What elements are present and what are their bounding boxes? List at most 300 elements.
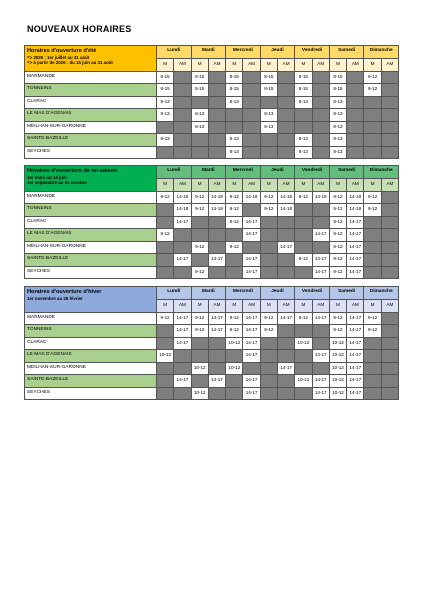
- hours-cell: [191, 337, 208, 350]
- hours-cell: 9-12: [329, 312, 346, 325]
- hours-cell: [260, 134, 277, 147]
- hours-cell: [295, 266, 312, 279]
- slot-header: M: [364, 299, 381, 312]
- hours-cell: [295, 325, 312, 338]
- hours-cell: [157, 337, 174, 350]
- town-name: LE MAS D'AGENAIS: [25, 109, 157, 122]
- table-row: [25, 121, 399, 134]
- hours-cell: 10-12: [329, 387, 346, 400]
- hours-cell: 9-12: [226, 325, 243, 338]
- hours-cell: [347, 71, 364, 84]
- day-header: Vendredi: [295, 46, 330, 59]
- slot-header: AM: [243, 178, 260, 191]
- hours-cell: 9-12: [260, 312, 277, 325]
- hours-cell: 14-17: [243, 375, 260, 388]
- hours-cell: [295, 362, 312, 375]
- hours-cell: 14-17: [312, 312, 329, 325]
- slot-header: AM: [208, 58, 225, 71]
- hours-cell: [243, 84, 260, 97]
- hours-cell: 14-18: [243, 191, 260, 204]
- table-header-ete: [25, 46, 157, 72]
- hours-cell: [226, 121, 243, 134]
- slot-header: AM: [347, 58, 364, 71]
- hours-cell: [277, 109, 294, 122]
- hours-cell: [295, 109, 312, 122]
- table-row: [25, 191, 399, 204]
- hours-cell: 8-13: [329, 96, 346, 109]
- hours-cell: 8-13: [260, 109, 277, 122]
- hours-cell: [157, 216, 174, 229]
- day-header: Samedi: [329, 287, 364, 300]
- hours-cell: [208, 266, 225, 279]
- hours-cell: 8-13: [226, 146, 243, 159]
- hours-cell: [364, 109, 381, 122]
- slot-header: M: [329, 299, 346, 312]
- hours-cell: 8-15: [295, 84, 312, 97]
- table-row: [25, 312, 399, 325]
- slot-header: M: [226, 178, 243, 191]
- hours-cell: 8-15: [191, 84, 208, 97]
- hours-cell: [295, 229, 312, 242]
- hours-cell: [243, 134, 260, 147]
- hours-cell: 14-17: [243, 266, 260, 279]
- town-name: CLARAC: [25, 96, 157, 109]
- hours-cell: 14-17: [277, 362, 294, 375]
- hours-cell: [243, 121, 260, 134]
- hours-cell: 9-12: [191, 204, 208, 217]
- slot-header: M: [157, 178, 174, 191]
- hours-cell: 8-15: [157, 84, 174, 97]
- day-header: Vendredi: [295, 166, 330, 179]
- hours-cell: [295, 241, 312, 254]
- hours-cell: [174, 134, 191, 147]
- hours-cell: [260, 337, 277, 350]
- hours-cell: [191, 229, 208, 242]
- town-name: CLARAC: [25, 216, 157, 229]
- hours-cell: 14-17: [243, 216, 260, 229]
- day-header: Vendredi: [295, 287, 330, 300]
- period-line: 1er mars au 14 juin: [27, 174, 67, 180]
- slot-header: M: [295, 299, 312, 312]
- hours-cell: 10-12: [191, 362, 208, 375]
- slot-header: M: [364, 178, 381, 191]
- hours-cell: [381, 191, 398, 204]
- hours-cell: 14-17: [347, 254, 364, 267]
- hours-cell: 8-15: [295, 71, 312, 84]
- town-name: MEILHAN-SUR-GARONNE: [25, 362, 157, 375]
- hours-cell: 14-17: [243, 350, 260, 363]
- hours-cell: 14-17: [174, 337, 191, 350]
- table-row: [25, 134, 399, 147]
- hours-cell: 9-12: [191, 241, 208, 254]
- period-line: => 2025 : 1er juillet au 31 août: [27, 54, 90, 60]
- hours-cell: [277, 84, 294, 97]
- hours-cell: [260, 362, 277, 375]
- hours-cell: [381, 375, 398, 388]
- hours-cell: [260, 146, 277, 159]
- town-name: TONNEINS: [25, 325, 157, 338]
- hours-cell: 14-17: [347, 387, 364, 400]
- page-title: NOUVEAUX HORAIRES: [27, 24, 132, 34]
- hours-cell: [174, 387, 191, 400]
- hours-cell: [208, 387, 225, 400]
- hours-cell: [277, 146, 294, 159]
- day-header: Mardi: [191, 166, 226, 179]
- slot-header: AM: [277, 299, 294, 312]
- table-title: Horaires d'ouverture d'hiver: [27, 288, 102, 295]
- hours-cell: [381, 241, 398, 254]
- hours-cell: 9-12: [329, 204, 346, 217]
- hours-cell: [191, 216, 208, 229]
- table-title: Horaires d'ouverture d'été: [27, 47, 97, 54]
- hours-cell: [157, 204, 174, 217]
- hours-cell: [381, 325, 398, 338]
- hours-cell: [295, 121, 312, 134]
- slot-header: M: [157, 299, 174, 312]
- town-name: LE MAS D'AGENAIS: [25, 229, 157, 242]
- hours-cell: [226, 266, 243, 279]
- hours-cell: [347, 96, 364, 109]
- day-header: Samedi: [329, 166, 364, 179]
- slot-header: AM: [381, 299, 398, 312]
- hours-cell: [260, 229, 277, 242]
- hours-cell: 8-13: [329, 134, 346, 147]
- table-row: [25, 266, 399, 279]
- hours-cell: [277, 375, 294, 388]
- hours-cell: [226, 387, 243, 400]
- hours-cell: 14-17: [208, 254, 225, 267]
- hours-cell: [260, 375, 277, 388]
- hours-cell: [226, 109, 243, 122]
- hours-cell: [174, 229, 191, 242]
- hours-cell: 14-18: [208, 191, 225, 204]
- town-name: SEYCHES: [25, 387, 157, 400]
- day-header: Dimanche: [364, 166, 399, 179]
- hours-cell: 8-15: [157, 71, 174, 84]
- hours-cell: [381, 96, 398, 109]
- hours-cell: 9-12: [329, 254, 346, 267]
- hours-cell: 9-12: [260, 204, 277, 217]
- hours-cell: [312, 121, 329, 134]
- hours-cell: [364, 121, 381, 134]
- hours-cell: [191, 254, 208, 267]
- slot-header: AM: [312, 58, 329, 71]
- hours-cell: [208, 216, 225, 229]
- hours-cell: [260, 216, 277, 229]
- hours-cell: 14-18: [277, 204, 294, 217]
- hours-cell: [174, 96, 191, 109]
- hours-cell: [157, 375, 174, 388]
- hours-cell: 14-17: [243, 387, 260, 400]
- hours-cell: 14-17: [243, 325, 260, 338]
- hours-cell: 14-17: [208, 325, 225, 338]
- hours-cell: [208, 121, 225, 134]
- hours-cell: 9-12: [157, 229, 174, 242]
- hours-cell: [191, 375, 208, 388]
- town-name: TONNEINS: [25, 204, 157, 217]
- hours-cell: 14-18: [347, 204, 364, 217]
- hours-cell: [312, 204, 329, 217]
- slot-header: AM: [277, 178, 294, 191]
- hours-cell: [347, 146, 364, 159]
- hours-cell: [260, 96, 277, 109]
- hours-cell: [174, 109, 191, 122]
- hours-cell: 8-15: [260, 71, 277, 84]
- hours-cell: [226, 229, 243, 242]
- hours-cell: [312, 96, 329, 109]
- slot-header: M: [226, 299, 243, 312]
- hours-cell: [174, 71, 191, 84]
- hours-cell: 14-18: [277, 191, 294, 204]
- hours-cell: 9-12: [226, 312, 243, 325]
- hours-cell: [364, 266, 381, 279]
- hours-cell: 14-17: [277, 312, 294, 325]
- hours-cell: 9-12: [191, 325, 208, 338]
- slot-header: AM: [243, 299, 260, 312]
- table-hiver: [24, 286, 399, 400]
- day-header: Mardi: [191, 287, 226, 300]
- day-header: Jeudi: [260, 46, 295, 59]
- table-header-hiver: [25, 287, 157, 313]
- table-row: [25, 375, 399, 388]
- slot-header: AM: [277, 58, 294, 71]
- slot-header: M: [157, 58, 174, 71]
- hours-cell: [157, 241, 174, 254]
- hours-cell: 9-12: [260, 191, 277, 204]
- hours-cell: [295, 387, 312, 400]
- hours-cell: 10-12: [157, 350, 174, 363]
- hours-cell: [226, 350, 243, 363]
- hours-cell: [312, 134, 329, 147]
- slot-header: AM: [208, 299, 225, 312]
- hours-cell: [364, 337, 381, 350]
- hours-cell: 9-12: [191, 312, 208, 325]
- table-row: [25, 229, 399, 242]
- hours-cell: [364, 254, 381, 267]
- day-header: Samedi: [329, 46, 364, 59]
- hours-cell: [243, 71, 260, 84]
- hours-cell: [226, 375, 243, 388]
- slot-header: AM: [208, 178, 225, 191]
- hours-cell: [312, 71, 329, 84]
- hours-cell: 8-13: [226, 96, 243, 109]
- hours-cell: [364, 229, 381, 242]
- hours-cell: [364, 387, 381, 400]
- hours-cell: [381, 109, 398, 122]
- hours-cell: [312, 325, 329, 338]
- hours-cell: [364, 146, 381, 159]
- hours-cell: 14-17: [347, 266, 364, 279]
- town-name: SEYCHES: [25, 146, 157, 159]
- town-name: LE MAS D'AGENAIS: [25, 350, 157, 363]
- hours-cell: 9-12: [226, 204, 243, 217]
- hours-cell: 9-12: [364, 84, 381, 97]
- hours-cell: 14-17: [174, 312, 191, 325]
- hours-cell: 9-12: [364, 325, 381, 338]
- hours-cell: 14-17: [347, 375, 364, 388]
- hours-cell: [364, 241, 381, 254]
- day-header: Dimanche: [364, 46, 399, 59]
- hours-cell: [277, 71, 294, 84]
- day-header: Jeudi: [260, 166, 295, 179]
- hours-cell: [277, 96, 294, 109]
- hours-cell: 10-12: [226, 362, 243, 375]
- slot-header: AM: [174, 299, 191, 312]
- hours-cell: 9-12: [329, 266, 346, 279]
- slot-header: AM: [381, 58, 398, 71]
- hours-cell: [277, 387, 294, 400]
- hours-cell: [295, 204, 312, 217]
- hours-cell: 14-17: [174, 216, 191, 229]
- hours-cell: [174, 121, 191, 134]
- hours-cell: 14-18: [174, 191, 191, 204]
- hours-cell: [157, 325, 174, 338]
- slot-header: AM: [381, 178, 398, 191]
- hours-cell: [277, 350, 294, 363]
- hours-cell: [174, 84, 191, 97]
- hours-cell: [381, 387, 398, 400]
- hours-cell: 14-17: [174, 254, 191, 267]
- slot-header: M: [295, 178, 312, 191]
- hours-cell: [208, 109, 225, 122]
- hours-cell: 8-15: [329, 84, 346, 97]
- slot-header: M: [260, 299, 277, 312]
- slot-header: AM: [174, 178, 191, 191]
- hours-cell: [157, 146, 174, 159]
- hours-cell: 10-12: [329, 362, 346, 375]
- hours-cell: 8-13: [260, 121, 277, 134]
- hours-cell: 9-12: [226, 191, 243, 204]
- hours-cell: 9-12: [226, 216, 243, 229]
- hours-cell: 9-12: [364, 71, 381, 84]
- slot-header: M: [226, 58, 243, 71]
- hours-cell: 14-17: [347, 362, 364, 375]
- hours-cell: 14-17: [277, 241, 294, 254]
- hours-cell: 9-12: [295, 312, 312, 325]
- table-row: [25, 254, 399, 267]
- hours-cell: [208, 71, 225, 84]
- hours-cell: [381, 71, 398, 84]
- hours-cell: [277, 216, 294, 229]
- hours-cell: 9-12: [329, 191, 346, 204]
- hours-cell: 8-15: [329, 71, 346, 84]
- hours-cell: 14-17: [347, 350, 364, 363]
- hours-cell: 8-13: [329, 109, 346, 122]
- slot-header: M: [329, 58, 346, 71]
- hours-cell: [312, 84, 329, 97]
- table-title: Horaires d'ouverture de mi-saison: [27, 167, 118, 174]
- period-line: 1er novembre au 28 février: [27, 295, 83, 301]
- hours-cell: 14-17: [347, 337, 364, 350]
- hours-cell: 9-12: [329, 216, 346, 229]
- hours-cell: 8-13: [191, 109, 208, 122]
- hours-cell: [260, 350, 277, 363]
- slot-header: AM: [347, 178, 364, 191]
- hours-cell: [381, 266, 398, 279]
- hours-cell: [347, 109, 364, 122]
- hours-cell: [174, 350, 191, 363]
- hours-cell: 10-12: [295, 375, 312, 388]
- hours-cell: [260, 241, 277, 254]
- hours-cell: [347, 121, 364, 134]
- hours-cell: [277, 337, 294, 350]
- hours-cell: 14-18: [208, 204, 225, 217]
- town-name: MARMANDE: [25, 71, 157, 84]
- slot-header: AM: [243, 58, 260, 71]
- hours-cell: [277, 325, 294, 338]
- hours-cell: 8-15: [226, 84, 243, 97]
- hours-cell: [191, 146, 208, 159]
- hours-cell: 9-12: [329, 229, 346, 242]
- day-header: Dimanche: [364, 287, 399, 300]
- hours-cell: 8-13: [157, 109, 174, 122]
- town-name: CLARAC: [25, 337, 157, 350]
- table-row: [25, 96, 399, 109]
- hours-cell: [208, 350, 225, 363]
- hours-cell: [347, 134, 364, 147]
- table-row: [25, 325, 399, 338]
- hours-cell: 10-12: [226, 337, 243, 350]
- day-header: Lundi: [157, 46, 192, 59]
- town-name: SEYCHES: [25, 266, 157, 279]
- hours-cell: 8-13: [329, 121, 346, 134]
- hours-cell: [381, 350, 398, 363]
- hours-cell: 9-12: [157, 191, 174, 204]
- hours-cell: [226, 254, 243, 267]
- hours-cell: 9-12: [295, 191, 312, 204]
- town-name: MEILHAN-SUR-GARONNE: [25, 241, 157, 254]
- slot-header: M: [295, 58, 312, 71]
- hours-cell: 14-17: [312, 254, 329, 267]
- hours-cell: [364, 216, 381, 229]
- hours-cell: 9-12: [329, 325, 346, 338]
- table-row: [25, 71, 399, 84]
- hours-cell: [260, 254, 277, 267]
- table-mi-saison: [24, 165, 399, 279]
- table-row: [25, 109, 399, 122]
- hours-cell: 14-17: [312, 375, 329, 388]
- hours-cell: 9-12: [157, 312, 174, 325]
- slot-header: M: [364, 58, 381, 71]
- hours-cell: 14-17: [243, 229, 260, 242]
- slot-header: AM: [312, 178, 329, 191]
- hours-cell: 8-15: [260, 84, 277, 97]
- hours-cell: [191, 134, 208, 147]
- hours-cell: [312, 109, 329, 122]
- town-name: SAINTE-BAZEILLE: [25, 375, 157, 388]
- hours-cell: 9-12: [364, 312, 381, 325]
- hours-cell: [243, 241, 260, 254]
- hours-cell: [174, 266, 191, 279]
- hours-cell: 10-12: [329, 337, 346, 350]
- hours-cell: 9-12: [191, 191, 208, 204]
- hours-cell: [381, 254, 398, 267]
- table-row: [25, 216, 399, 229]
- hours-cell: [157, 254, 174, 267]
- hours-cell: [364, 134, 381, 147]
- slot-header: AM: [174, 58, 191, 71]
- hours-cell: [191, 350, 208, 363]
- hours-cell: [174, 362, 191, 375]
- hours-cell: [243, 362, 260, 375]
- hours-cell: 10-12: [295, 337, 312, 350]
- hours-cell: 14-18: [347, 191, 364, 204]
- hours-cell: [208, 337, 225, 350]
- period-line: => à partir de 2026 : du 15 juin au 31 août: [27, 59, 113, 65]
- hours-cell: [312, 241, 329, 254]
- town-name: MARMANDE: [25, 312, 157, 325]
- hours-cell: 9-12: [191, 266, 208, 279]
